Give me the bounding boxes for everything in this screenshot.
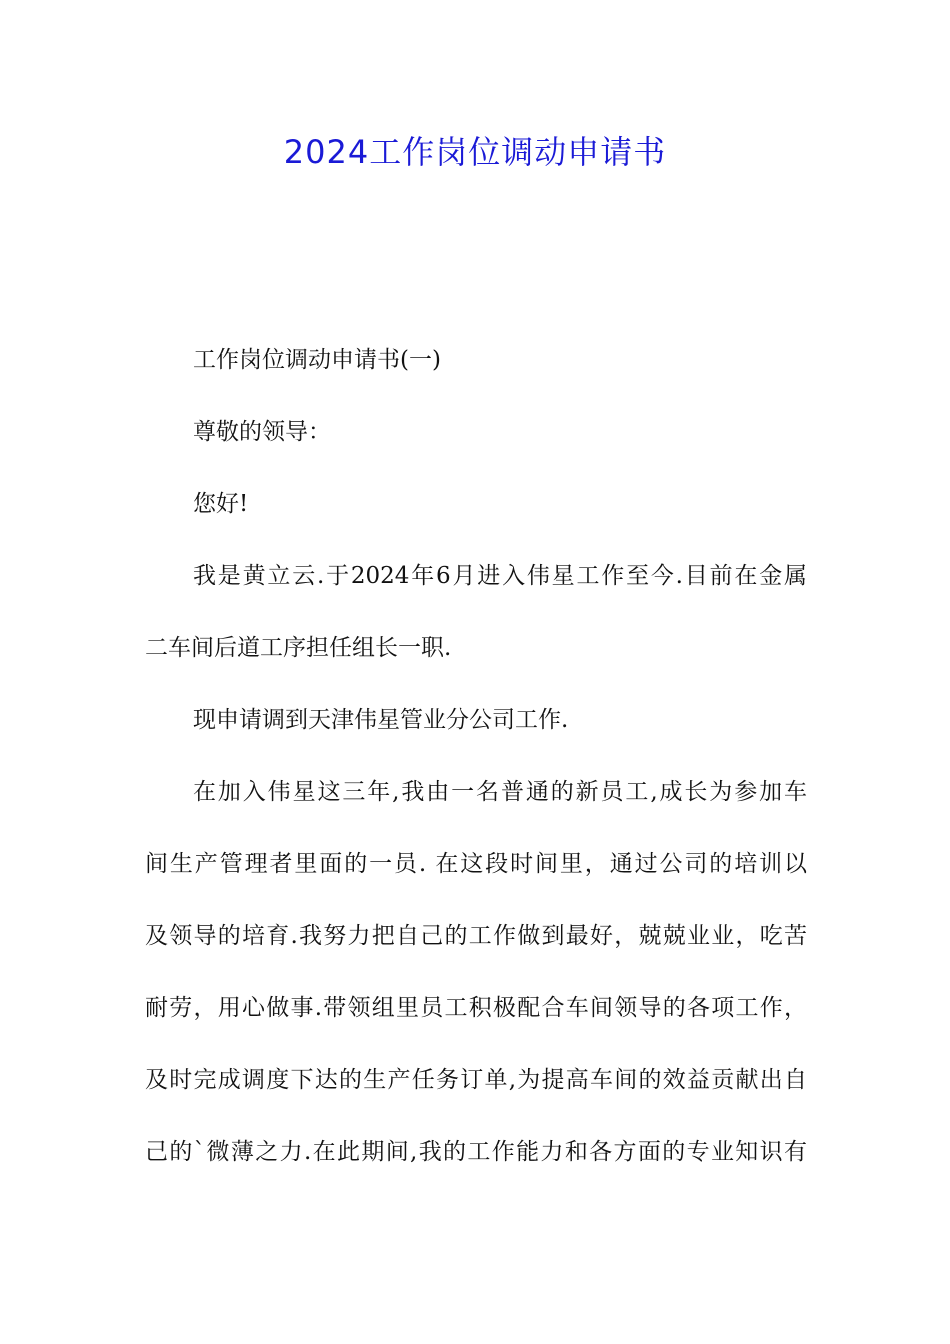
paragraph-line: 耐劳，用心做事.带领组里员工积极配合车间领导的各项工作，	[145, 995, 807, 1021]
section-heading: 工作岗位调动申请书(一)	[193, 347, 441, 373]
paragraph-line: 间生产管理者里面的一员. 在这段时间里，通过公司的培训以	[145, 851, 807, 877]
paragraph-line: 及领导的培育.我努力把自己的工作做到最好，兢兢业业，吃苦	[145, 923, 807, 949]
paragraph-line: 己的`微薄之力.在此期间,我的工作能力和各方面的专业知识有	[145, 1139, 807, 1165]
paragraph-line: 现申请调到天津伟星管业分公司工作.	[193, 707, 569, 733]
paragraph-line: 在加入伟星这三年,我由一名普通的新员工,成长为参加车	[193, 779, 807, 805]
paragraph-line: 我是黄立云.于2024年6月进入伟星工作至今.目前在金属	[193, 563, 807, 589]
document-body	[145, 336, 807, 1200]
paragraph-line: 二车间后道工序担任组长一职.	[145, 635, 452, 661]
paragraph-line: 及时完成调度下达的生产任务订单,为提高车间的效益贡献出自	[145, 1067, 807, 1093]
greeting: 您好!	[193, 491, 249, 517]
document-title: 2024工作岗位调动申请书	[283, 133, 667, 171]
salutation: 尊敬的领导：	[193, 419, 331, 445]
